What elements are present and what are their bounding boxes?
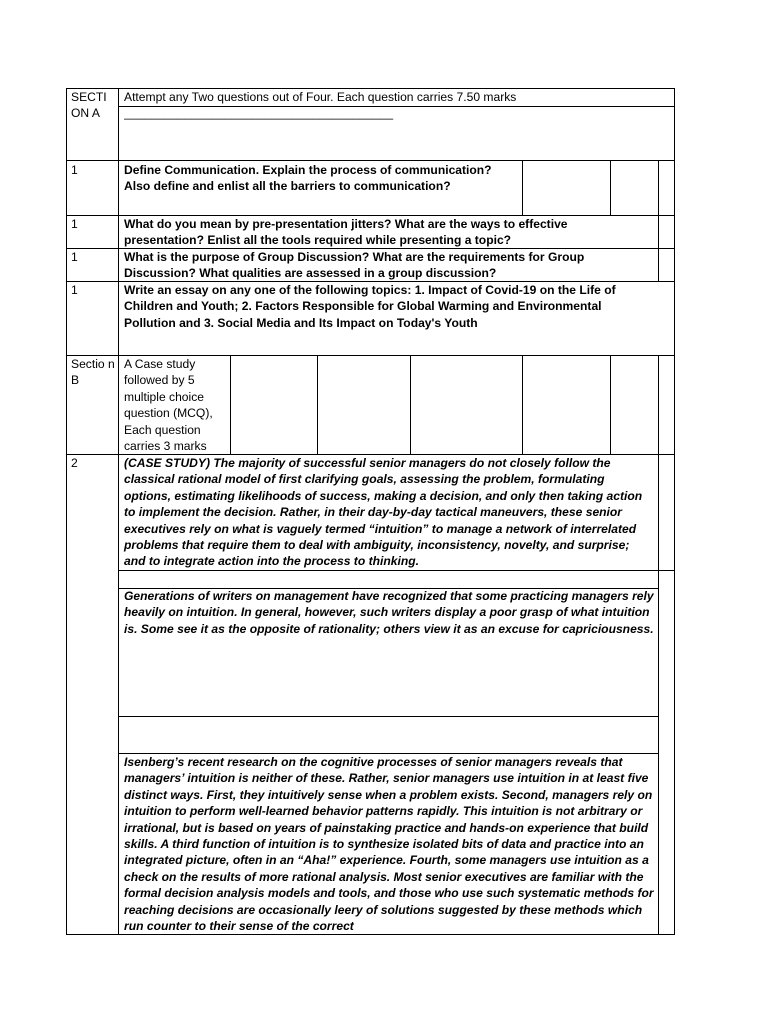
case-study-paragraph: Generations of writers on management have recognized that some practicing managers rely heavily on intuition. In general, however, such writers display a poor grasp of what intuition is. Some see it as the opposite of rationality; others view it as an excuse for capriciousness. bbox=[124, 589, 654, 636]
case-study-number: 2 bbox=[71, 456, 78, 470]
cell-divider bbox=[658, 355, 659, 454]
cell-divider bbox=[317, 355, 318, 454]
cell-divider bbox=[610, 160, 611, 215]
cell-divider bbox=[658, 160, 659, 215]
cell-divider bbox=[658, 454, 659, 935]
question-number: 1 bbox=[71, 217, 78, 231]
question-text: Define Communication. Explain the process of communication? Also define and enlist all the barriers to communication? bbox=[124, 163, 492, 194]
question-number: 1 bbox=[71, 283, 78, 297]
cell-divider bbox=[230, 355, 231, 454]
section-a-label: SECTI ON A bbox=[71, 90, 107, 121]
cell-divider bbox=[410, 355, 411, 454]
row-divider bbox=[118, 570, 675, 571]
question-number: 1 bbox=[71, 163, 78, 177]
row-divider bbox=[118, 716, 659, 717]
cell-divider bbox=[658, 215, 659, 281]
question-text: What do you mean by pre-presentation jitters? What are the ways to effective presentation? Enlist all the tools required while presenting a topic? bbox=[124, 217, 568, 248]
section-a-underline: ________________________________________ bbox=[124, 106, 394, 120]
question-text: Write an essay on any one of the following topics: 1. Impact of Covid-19 on the Life of Children and Youth; 2. Factors Responsible for Global Warming and Environmental Pollution and 3. Social Media and Its Impact on Today's Youth bbox=[124, 283, 616, 330]
case-study-paragraph: Isenberg’s recent research on the cognitive processes of senior managers reveals that managers’ intuition is neither of these. Rather, senior managers use intuition in at least five distinct ways. First, they intuitively sense when a problem exists. Second, managers rely on intuition to perform well-learned behavior patterns rapidly. This intuition is not arbitrary or irrational, but is based on years of painstaking practice and hands-on experience that build skills. A third function of intuition is to synthesize isolated bits of data and practice into an integrated picture, often in an “Aha!” experience. Fourth, some managers use intuition as a check on the results of more rational analysis. Most senior executives are familiar with the formal decision analysis models and tools, and those who use such systematic methods for reaching decisions are occasionally leery of solutions suggested by these methods which run counter to their sense of the correct bbox=[124, 755, 654, 934]
cell-divider bbox=[522, 160, 523, 215]
question-text: What is the purpose of Group Discussion? What are the requirements for Group Discussion? What qualities are assessed in a group discussion? bbox=[124, 250, 585, 281]
section-a-instructions: Attempt any Two questions out of Four. Each question carries 7.50 marks bbox=[124, 90, 517, 104]
cell-divider bbox=[610, 355, 611, 454]
table-border-bottom bbox=[66, 934, 675, 935]
case-study-paragraph: (CASE STUDY) The majority of successful senior managers do not closely follow the classical rational model of first clarifying goals, assessing the problem, formulating options, estimating likelihoods of success, making a decision, and only then taking action to implement the decision. Rather, in their day-by-day tactical maneuvers, these senior executives rely on what is vaguely termed “intuition” to manage a network of interrelated problems that require them to deal with ambiguity, inconsistency, novelty, and surprise; and to integrate action into the process to thinking. bbox=[124, 456, 643, 569]
section-b-description: A Case study followed by 5 multiple choice question (MCQ), Each question carries 3 marks bbox=[124, 357, 213, 454]
section-b-label: Sectio n B bbox=[71, 357, 115, 388]
row-divider bbox=[66, 160, 675, 161]
question-number: 1 bbox=[71, 250, 78, 264]
cell-divider bbox=[522, 355, 523, 454]
